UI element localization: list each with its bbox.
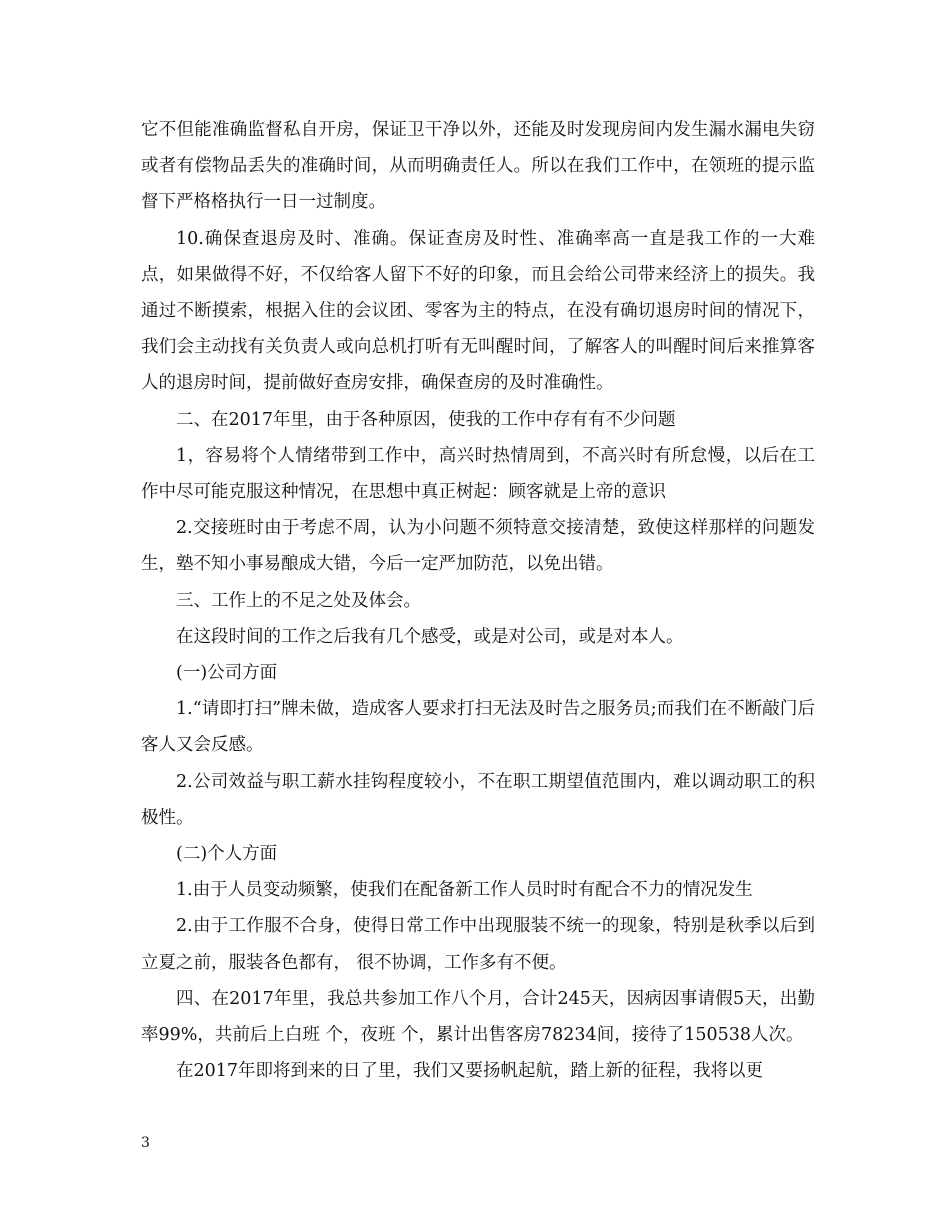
paragraph: 1.由于人员变动频繁，使我们在配备新工作人员时时有配合不力的情况发生 bbox=[176, 880, 753, 901]
paragraph: 在2017年即将到来的日了里，我们又要扬帆起航，踏上新的征程，我将以更 bbox=[176, 1061, 764, 1082]
section-heading: 三、工作上的不足之处及体会。 bbox=[176, 590, 421, 611]
document-body bbox=[141, 112, 815, 1089]
paragraph: 在这段时间的工作之后我有几个感受，或是对公司，或是对本人。 bbox=[176, 626, 684, 647]
paragraph: 2.公司效益与职工薪水挂钩程度较小，不在职工期望值范围内，难以调动职工的积极性。 bbox=[141, 771, 815, 828]
page-number: 3 bbox=[141, 1135, 150, 1151]
section-heading: 二、在2017年里，由于各种原因，使我的工作中存有有不少问题 bbox=[176, 409, 676, 430]
paragraph: 它不但能准确监督私自开房，保证卫干净以外，还能及时发现房间内发生漏水漏电失窃或者有偿物品丢失的准确时间，从而明确责任人。所以在我们工作中，在领班的提示监督下严格格执行一日一过制度。 bbox=[141, 120, 815, 213]
subsection-heading: (一)公司方面 bbox=[176, 663, 278, 684]
paragraph: 10.确保查退房及时、准确。保证查房及时性、准确率高一直是我工作的一大难点，如果做得不好，不仅给客人留下不好的印象，而且会给公司带来经济上的损失。我通过不断摸索，根据入住的会议团、零客为主的特点，在没有确切退房时间的情况下，我们会主动找有关负责人或向总机打听有无叫醒时间，了解客人的叫醒时间后来推算客人的退房时间，提前做好查房安排，确保查房的及时准确性。 bbox=[141, 228, 815, 394]
subsection-heading: (二)个人方面 bbox=[176, 844, 278, 865]
section-heading: 四、在2017年里，我总共参加工作八个月，合计245天，因病因事请假5天，出勤率99%，共前后上白班 个，夜班 个，累计出售客房78234间，接待了150538人次。 bbox=[141, 988, 815, 1046]
paragraph: 1.“请即打扫”牌未做，造成客人要求打扫无法及时告之服务员;而我们在不断敲门后客人又会反感。 bbox=[141, 699, 815, 756]
paragraph: 2.由于工作服不合身，使得日常工作中出现服装不统一的现象，特别是秋季以后到立夏之前，服装各色都有， 很不协调，工作多有不便。 bbox=[141, 916, 815, 973]
paragraph: 2.交接班时由于考虑不周，认为小问题不须特意交接清楚，致使这样那样的问题发生，塾不知小事易酿成大错，今后一定严加防范，以免出错。 bbox=[141, 518, 815, 575]
paragraph: 1，容易将个人情绪带到工作中，高兴时热情周到，不高兴时有所怠慢，以后在工作中尽可能克服这种情况，在思想中真正树起：顾客就是上帝的意识 bbox=[141, 445, 815, 503]
